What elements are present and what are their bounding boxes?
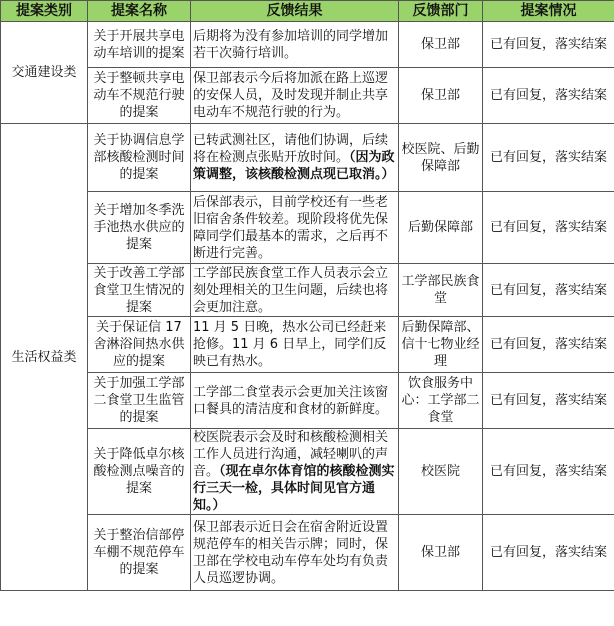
proposal-name-cell: 关于增加冬季洗手池热水供应的提案 (88, 192, 191, 264)
table-row (1, 68, 614, 124)
feedback-cell (191, 317, 399, 373)
category-cell: 交通建设类 (1, 22, 88, 124)
feedback-cell (191, 264, 399, 317)
header-feedback: 反馈结果 (191, 1, 399, 22)
feedback-cell (191, 515, 399, 591)
dept-cell: 后勤保障部、信十七物业经理 (399, 317, 483, 373)
feedback-note: （现在卓尔体育馆的核酸检测实行三天一检，具体时间见官方通知。） (193, 464, 395, 513)
dept-cell: 工学部民族食堂 (399, 264, 483, 317)
feedback-cell (191, 124, 399, 192)
table-row (1, 429, 614, 515)
status-cell: 已有回复，落实结案 (483, 124, 614, 192)
table-row (1, 515, 614, 591)
status-cell: 已有回复，落实结案 (483, 264, 614, 317)
table-row (1, 22, 614, 68)
category-cell: 生活权益类 (1, 124, 88, 591)
status-cell: 已有回复，落实结案 (483, 192, 614, 264)
feedback-text: 工学部二食堂表示会更加关注该窗口餐具的清洁度和食材的新鲜度。 (193, 384, 389, 417)
feedback-text: 后期将为没有参加培训的同学增加若干次骑行培训。 (193, 28, 389, 61)
feedback-cell (191, 22, 399, 68)
proposal-name-cell: 关于加强工学部二食堂卫生监管的提案 (88, 373, 191, 429)
dept-cell: 校医院、后勤保障部 (399, 124, 483, 192)
feedback-text: 后保部表示，目前学校还有一些老旧宿舍条件较差。现阶段将优先保障同学们最基本的需求，之后再不断进行完善。 (193, 194, 389, 261)
table-row (1, 264, 614, 317)
header-status: 提案情况 (483, 1, 614, 22)
header-category: 提案类别 (1, 1, 88, 22)
proposal-name-cell: 关于降低卓尔核酸检测点噪音的提案 (88, 429, 191, 515)
feedback-text: 工学部民族食堂工作人员表示会立刻处理相关的卫生问题，后续也将会更加注意。 (193, 265, 389, 315)
feedback-text: 保卫部表示近日会在宿舍附近设置规范停车的相关告示牌；同时，保卫部在学校电动车停车处均有负责人员巡逻协调。 (193, 519, 389, 586)
dept-cell: 保卫部 (399, 515, 483, 591)
feedback-text: 已转武测社区，请他们协调，后续将在检测点张贴开放时间。 (193, 133, 389, 165)
status-cell: 已有回复，落实结案 (483, 429, 614, 515)
dept-cell: 饮食服务中心：工学部二食堂 (399, 373, 483, 429)
dept-cell: 校医院 (399, 429, 483, 515)
proposal-name-cell: 关于保证信 17 舍淋浴间热水供应的提案 (88, 317, 191, 373)
proposal-name-cell: 关于改善工学部食堂卫生情况的提案 (88, 264, 191, 317)
proposal-name-cell: 关于开展共享电动车培训的提案 (88, 22, 191, 68)
feedback-cell (191, 429, 399, 515)
proposal-name-cell: 关于整顿共享电动车不规范行驶的提案 (88, 68, 191, 124)
table-row (1, 317, 614, 373)
table-row (1, 124, 614, 192)
status-cell: 已有回复，落实结案 (483, 22, 614, 68)
feedback-text: 校医院表示会及时和核酸检测相关工作人员进行沟通，减轻喇叭的声音。 (193, 430, 389, 479)
feedback-cell (191, 192, 399, 264)
dept-cell: 后勤保障部 (399, 192, 483, 264)
status-cell: 已有回复，落实结案 (483, 373, 614, 429)
feedback-text: 保卫部表示今后将加派在路上巡逻的安保人员，及时发现并制止共享电动车不规范行驶的行为。 (193, 71, 389, 120)
header-dept: 反馈部门 (399, 1, 483, 22)
feedback-text: 11 月 5 日晚，热水公司已经赶来抢修。11 月 6 日早上，同学们反映已有热水。 (193, 320, 387, 369)
status-cell: 已有回复，落实结案 (483, 515, 614, 591)
status-cell: 已有回复，落实结案 (483, 68, 614, 124)
status-cell: 已有回复，落实结案 (483, 317, 614, 373)
table-body (1, 22, 614, 591)
proposal-name-cell: 关于整治信部停车棚不规范停车的提案 (88, 515, 191, 591)
feedback-note: （因为政策调整，该核酸检测点现已取消。） (193, 150, 395, 182)
proposal-name-cell: 关于协调信息学部核酸检测时间的提案 (88, 124, 191, 192)
feedback-cell (191, 68, 399, 124)
header-row (1, 1, 614, 22)
table-row (1, 373, 614, 429)
feedback-cell (191, 373, 399, 429)
dept-cell: 保卫部 (399, 22, 483, 68)
dept-cell: 保卫部 (399, 68, 483, 124)
header-name: 提案名称 (88, 1, 191, 22)
table-row (1, 192, 614, 264)
